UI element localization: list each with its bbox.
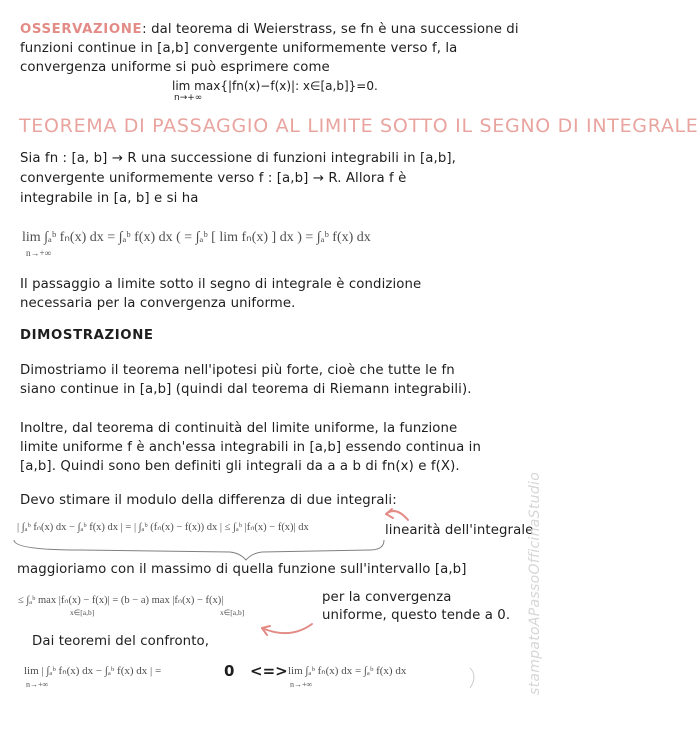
condition-line-1: Il passaggio a limite sotto il segno di integrale è condizione — [20, 277, 422, 292]
max-formula-sub-2: x∈[a,b] — [220, 608, 245, 617]
confronto-line: Dai teoremi del confronto, — [32, 634, 210, 649]
observation-line-3: convergenza uniforme si può esprimere come — [20, 60, 330, 75]
final-left-sub: n→+∞ — [26, 680, 49, 689]
max-formula-sub-1: x∈[a,b] — [70, 608, 95, 617]
final-left-formula: lim | ∫ₐᵇ fₙ(x) dx − ∫ₐᵇ f(x) dx | = — [24, 665, 162, 677]
convergence-note-1: per la convergenza — [322, 590, 452, 605]
observation-label: OSSERVAZIONE — [20, 22, 143, 37]
observation-formula-sub: n→+∞ — [174, 93, 203, 103]
estimate-formula: | ∫ₐᵇ fₙ(x) dx − ∫ₐᵇ f(x) dx | = | ∫ₐᵇ (fₙ(x) − f(x)) dx | ≤ ∫ₐᵇ |fₙ(x) − f(x)| dx — [17, 522, 309, 533]
statement-line-2: convergente uniformemente verso f : [a,b] → R. Allora f è — [20, 171, 407, 186]
final-zero: 0 — [224, 662, 235, 680]
proof-p1-line-1: Dimostriamo il teorema nell'ipotesi più forte, cioè che tutte le fn — [20, 363, 455, 378]
brace-decoration — [14, 540, 384, 560]
proof-p3: Devo stimare il modulo della differenza di due integrali: — [20, 493, 397, 508]
theorem-title: TEOREMA DI PASSAGGIO AL LIMITE SOTTO IL SEGNO DI INTEGRALE — [19, 115, 699, 137]
main-formula: lim ∫ₐᵇ fₙ(x) dx = ∫ₐᵇ f(x) dx ( = ∫ₐᵇ [ lim fₙ(x) ] dx ) = ∫ₐᵇ f(x) dx — [22, 230, 371, 245]
final-right-sub: n→+∞ — [290, 680, 313, 689]
main-formula-sub: n→+∞ — [26, 248, 51, 258]
final-right-formula: lim ∫ₐᵇ fₙ(x) dx = ∫ₐᵇ f(x) dx — [288, 665, 407, 677]
proof-p2-line-3: [a,b]. Quindi sono ben definiti gli integrali da a a b di fn(x) e f(X). — [20, 459, 460, 474]
observation-line-2: funzioni continue in [a,b] convergente uniformemente verso f, la — [20, 41, 458, 56]
convergence-note-2: uniforme, questo tende a 0. — [322, 608, 511, 623]
maggioriamo-line: maggioriamo con il massimo di quella funzione sull'intervallo [a,b] — [17, 562, 467, 577]
max-formula: ≤ ∫ₐᵇ max |fₙ(x) − f(x)| = (b − a) max |fₙ(x) − f(x)| — [18, 595, 224, 606]
observation-formula: lim max{|fn(x)−f(x)|: x∈[a,b]}=0. — [172, 79, 378, 93]
circle-decoration — [470, 668, 474, 688]
condition-line-2: necessaria per la convergenza uniforme. — [20, 296, 296, 311]
statement-line-1: Sia fn : [a, b] → R una successione di funzioni integrabili in [a,b], — [20, 151, 456, 166]
proof-p2-line-2: limite uniforme f è anch'essa integrabili in [a,b] essendo continua in — [20, 440, 481, 455]
statement-line-3: integrabile in [a, b] e si ha — [20, 191, 199, 206]
proof-p1-line-2: siano continue in [a,b] (quindi dal teorema di Riemann integrabili). — [20, 382, 472, 397]
final-iff: <=> — [250, 662, 288, 680]
proof-label: DIMOSTRAZIONE — [20, 328, 154, 343]
watermark: stampatoAPassoOfficinaStudio — [527, 471, 543, 695]
linearity-note: linearità dell'integrale — [385, 523, 534, 538]
proof-p2-line-1: Inoltre, dal teorema di continuità del limite uniforme, la funzione — [20, 421, 458, 436]
observation-text-1: : dal teorema di Weierstrass, se fn è una successione di — [142, 22, 519, 37]
